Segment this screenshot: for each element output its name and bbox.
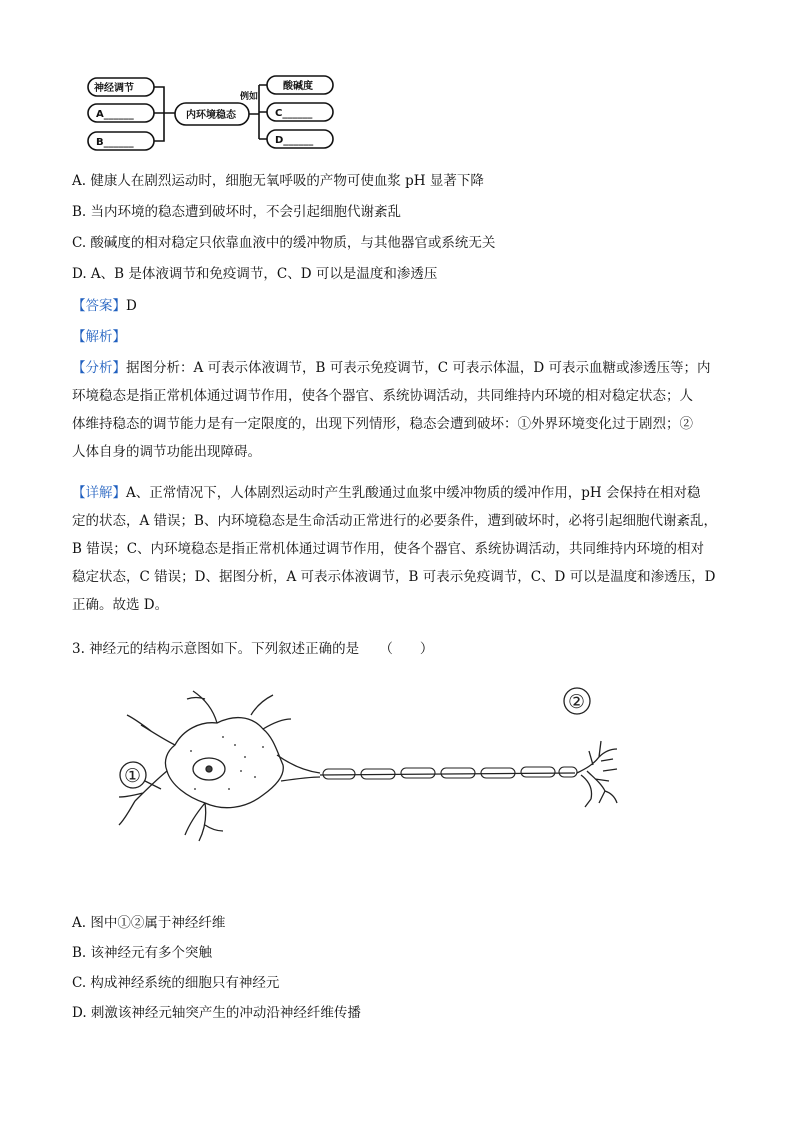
b-label: B______ <box>96 137 134 148</box>
nerve-regulation-label: 神经调节 <box>94 83 134 94</box>
q2-option-d: D. A、B 是体液调节和免疫调节，C、D 可以是温度和渗透压 <box>72 266 438 282</box>
left-connector <box>154 87 175 141</box>
answer-tag: 【答案】 <box>72 298 126 314</box>
cytoplasm-dots <box>190 736 264 790</box>
nucleolus <box>206 766 212 772</box>
q2-option-c: C. 酸碱度的相对稳定只依靠血液中的缓冲物质，与其他器官或系统无关 <box>72 235 496 251</box>
detail-line: B 错误；C、内环境稳态是指正常机体通过调节作用，使各个器官、系统协调活动，共同维持内环境的相对 <box>72 541 705 557</box>
answer-line <box>72 296 137 316</box>
q3-option-c: C. 构成神经系统的细胞只有神经元 <box>72 975 280 991</box>
cell-body <box>165 718 283 808</box>
example-label: 例如 <box>240 92 259 102</box>
q3-stem: 3. 神经元的结构示意图如下。下列叙述正确的是 （ ） <box>72 641 434 657</box>
q3-option-a: A. 图中①②属于神经纤维 <box>72 915 226 931</box>
detail-paragraph <box>72 479 724 619</box>
detail-line: A、正常情况下，人体剧烈运动时产生乳酸通过血浆中缓冲物质的缓冲作用，pH 会保持在相对稳 <box>126 485 701 501</box>
q2-option-b: B. 当内环境的稳态遭到破坏时，不会引起细胞代谢紊乱 <box>72 204 402 220</box>
fenxi-line: 环境稳态是指正常机体通过调节作用，使各个器官、系统协调活动，共同维持内环境的相对稳定状态；人 <box>72 388 693 404</box>
answer-value: D <box>126 298 137 314</box>
label-1-pointer <box>145 781 161 789</box>
detail-line: 稳定状态，C 错误；D、据图分析，A 可表示体液调节，B 可表示免疫调节，C、D 可以是温度和渗透压，D <box>72 569 716 585</box>
c-label: C______ <box>275 108 313 119</box>
detail-line: 正确。故选 D。 <box>72 597 169 613</box>
fenxi-line: 据图分析：A 可表示体液调节，B 可表示免疫调节，C 可表示体温，D 可表示血糖或渗透压等；内 <box>126 360 711 376</box>
q3-option-d: D. 刺激该神经元轴突产生的冲动沿神经纤维传播 <box>72 1005 361 1021</box>
analysis-tag: 【解析】 <box>72 329 126 345</box>
q3-option-b: B. 该神经元有多个突触 <box>72 945 213 961</box>
analysis-heading <box>72 327 126 347</box>
label-1: ① <box>124 765 142 787</box>
detail-line: 定的状态，A 错误；B、内环境稳态是生命活动正常进行的必要条件，遭到破坏时，必将引起细胞代谢紊乱， <box>72 513 717 529</box>
fenxi-paragraph <box>72 354 724 466</box>
acid-base-label: 酸碱度 <box>283 81 313 92</box>
center-label: 内环境稳态 <box>186 110 236 121</box>
q2-option-a: A. 健康人在剧烈运动时，细胞无氧呼吸的产物可使血浆 pH 显著下降 <box>72 173 484 189</box>
neuron-diagram <box>105 685 625 855</box>
label-2: ② <box>568 691 586 713</box>
fenxi-line: 人体自身的调节功能出现障碍。 <box>72 444 261 460</box>
axon <box>320 773 575 775</box>
a-label: A______ <box>96 109 134 120</box>
dendrites <box>119 691 291 841</box>
d-label: D______ <box>275 135 314 146</box>
fenxi-tag: 【分析】 <box>72 360 126 376</box>
axon-terminals <box>577 741 617 807</box>
detail-tag: 【详解】 <box>72 485 126 501</box>
homeostasis-concept-diagram <box>80 70 350 160</box>
fenxi-line: 体维持稳态的调节能力是有一定限度的，出现下列情形，稳态会遭到破坏：①外界环境变化过于剧烈；② <box>72 416 693 432</box>
